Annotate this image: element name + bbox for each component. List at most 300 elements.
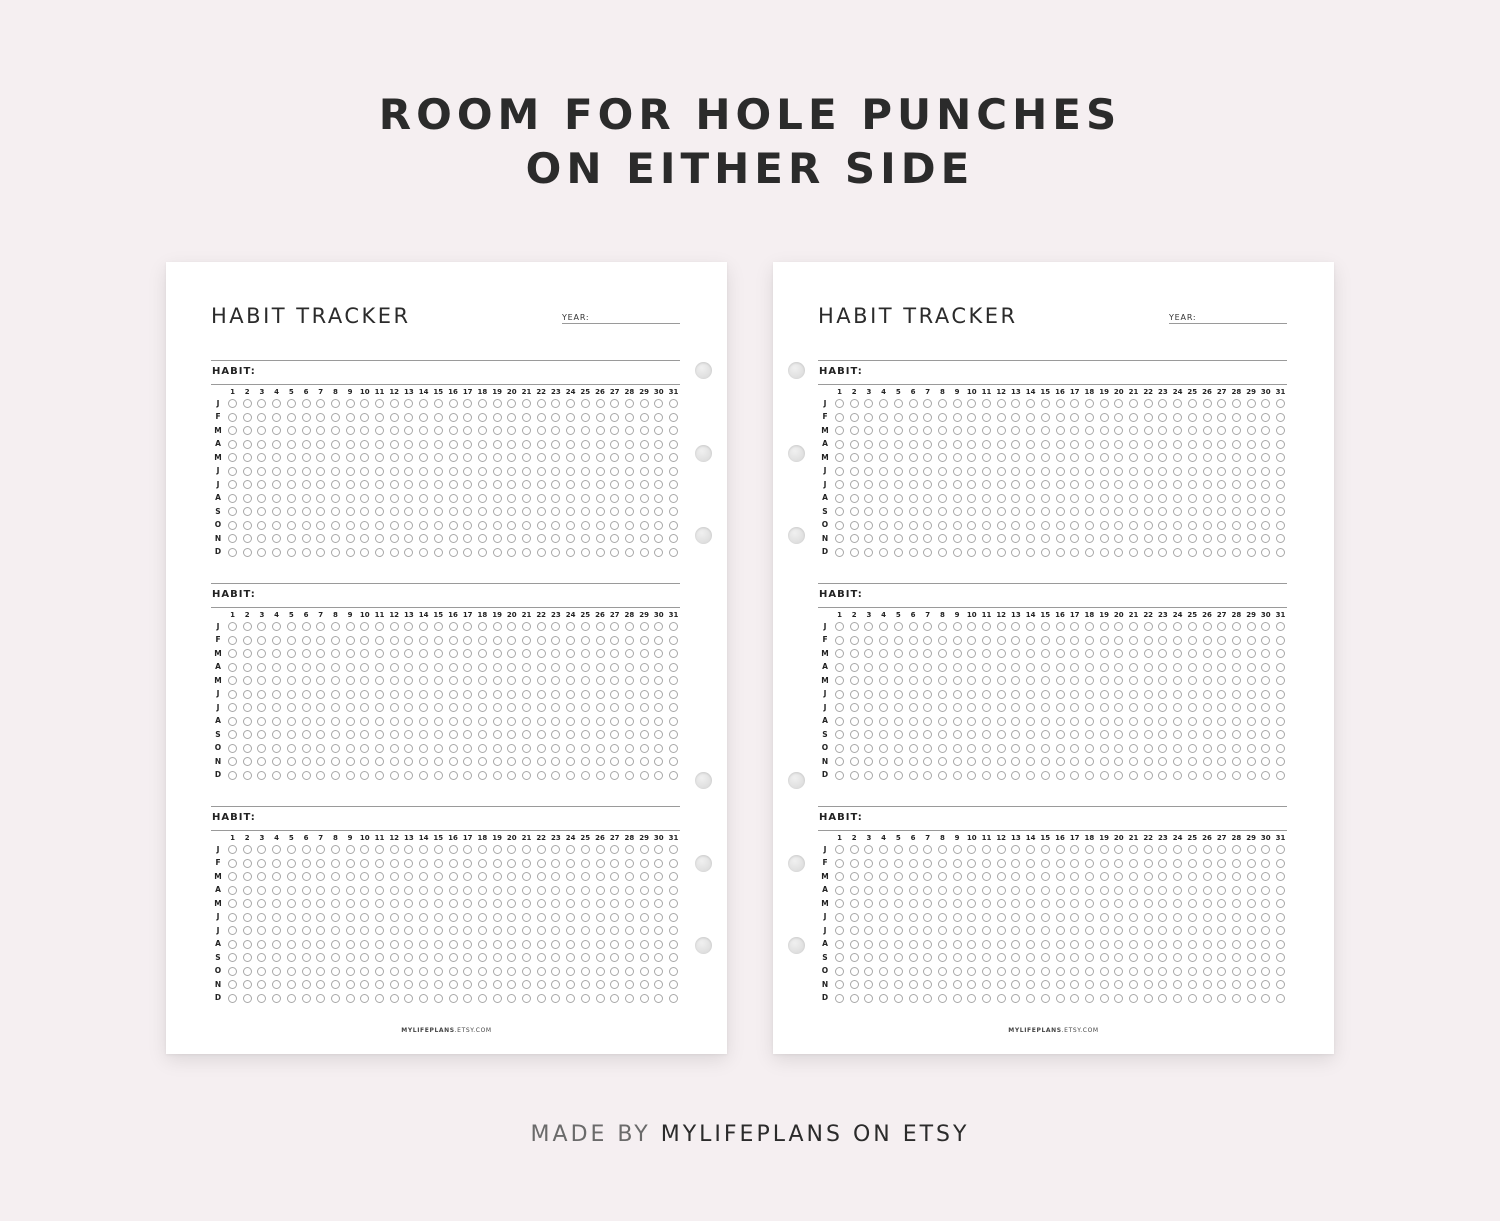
habit-day-checkbox[interactable] bbox=[581, 622, 590, 631]
habit-day-checkbox[interactable] bbox=[1085, 703, 1094, 712]
habit-day-checkbox[interactable] bbox=[1011, 548, 1020, 557]
habit-day-checkbox[interactable] bbox=[375, 730, 384, 739]
habit-day-checkbox[interactable] bbox=[982, 467, 991, 476]
habit-day-checkbox[interactable] bbox=[1261, 507, 1270, 516]
habit-day-checkbox[interactable] bbox=[537, 913, 546, 922]
habit-day-checkbox[interactable] bbox=[894, 940, 903, 949]
habit-day-checkbox[interactable] bbox=[1011, 994, 1020, 1003]
habit-day-checkbox[interactable] bbox=[850, 676, 859, 685]
habit-day-checkbox[interactable] bbox=[316, 507, 325, 516]
habit-day-checkbox[interactable] bbox=[478, 872, 487, 881]
habit-day-checkbox[interactable] bbox=[923, 845, 932, 854]
habit-day-checkbox[interactable] bbox=[537, 521, 546, 530]
habit-day-checkbox[interactable] bbox=[404, 845, 413, 854]
habit-day-checkbox[interactable] bbox=[360, 859, 369, 868]
habit-day-checkbox[interactable] bbox=[1261, 980, 1270, 989]
habit-day-checkbox[interactable] bbox=[302, 534, 311, 543]
habit-day-checkbox[interactable] bbox=[894, 994, 903, 1003]
habit-day-checkbox[interactable] bbox=[864, 744, 873, 753]
habit-day-checkbox[interactable] bbox=[346, 744, 355, 753]
habit-day-checkbox[interactable] bbox=[654, 690, 663, 699]
habit-day-checkbox[interactable] bbox=[478, 757, 487, 766]
habit-day-checkbox[interactable] bbox=[522, 622, 531, 631]
habit-day-checkbox[interactable] bbox=[835, 399, 844, 408]
habit-day-checkbox[interactable] bbox=[404, 926, 413, 935]
habit-day-checkbox[interactable] bbox=[228, 507, 237, 516]
habit-day-checkbox[interactable] bbox=[463, 980, 472, 989]
habit-day-checkbox[interactable] bbox=[923, 926, 932, 935]
habit-day-checkbox[interactable] bbox=[1026, 859, 1035, 868]
habit-day-checkbox[interactable] bbox=[507, 690, 516, 699]
habit-day-checkbox[interactable] bbox=[463, 913, 472, 922]
habit-day-checkbox[interactable] bbox=[1217, 872, 1226, 881]
habit-day-checkbox[interactable] bbox=[640, 845, 649, 854]
habit-day-checkbox[interactable] bbox=[507, 967, 516, 976]
habit-day-checkbox[interactable] bbox=[404, 548, 413, 557]
habit-day-checkbox[interactable] bbox=[923, 757, 932, 766]
habit-day-checkbox[interactable] bbox=[228, 845, 237, 854]
habit-day-checkbox[interactable] bbox=[551, 548, 560, 557]
habit-day-checkbox[interactable] bbox=[478, 534, 487, 543]
habit-day-checkbox[interactable] bbox=[894, 480, 903, 489]
habit-day-checkbox[interactable] bbox=[1276, 548, 1285, 557]
habit-day-checkbox[interactable] bbox=[316, 967, 325, 976]
habit-day-checkbox[interactable] bbox=[1261, 636, 1270, 645]
habit-day-checkbox[interactable] bbox=[923, 872, 932, 881]
habit-day-checkbox[interactable] bbox=[1173, 480, 1182, 489]
habit-day-checkbox[interactable] bbox=[625, 426, 634, 435]
habit-day-checkbox[interactable] bbox=[1129, 690, 1138, 699]
habit-day-checkbox[interactable] bbox=[434, 507, 443, 516]
habit-day-checkbox[interactable] bbox=[478, 771, 487, 780]
habit-day-checkbox[interactable] bbox=[625, 440, 634, 449]
habit-day-checkbox[interactable] bbox=[654, 899, 663, 908]
habit-day-checkbox[interactable] bbox=[1173, 622, 1182, 631]
habit-day-checkbox[interactable] bbox=[1056, 953, 1065, 962]
habit-day-checkbox[interactable] bbox=[982, 717, 991, 726]
habit-day-checkbox[interactable] bbox=[835, 467, 844, 476]
habit-day-checkbox[interactable] bbox=[537, 507, 546, 516]
habit-day-checkbox[interactable] bbox=[1217, 534, 1226, 543]
habit-day-checkbox[interactable] bbox=[1276, 663, 1285, 672]
habit-day-checkbox[interactable] bbox=[493, 494, 502, 503]
habit-day-checkbox[interactable] bbox=[537, 534, 546, 543]
habit-day-checkbox[interactable] bbox=[654, 480, 663, 489]
habit-day-checkbox[interactable] bbox=[1173, 913, 1182, 922]
habit-day-checkbox[interactable] bbox=[1232, 413, 1241, 422]
habit-day-checkbox[interactable] bbox=[272, 940, 281, 949]
habit-day-checkbox[interactable] bbox=[287, 676, 296, 685]
habit-day-checkbox[interactable] bbox=[1188, 717, 1197, 726]
habit-day-checkbox[interactable] bbox=[331, 703, 340, 712]
habit-day-checkbox[interactable] bbox=[375, 744, 384, 753]
habit-day-checkbox[interactable] bbox=[1026, 690, 1035, 699]
habit-day-checkbox[interactable] bbox=[375, 413, 384, 422]
habit-day-checkbox[interactable] bbox=[997, 859, 1006, 868]
habit-day-checkbox[interactable] bbox=[390, 730, 399, 739]
habit-day-checkbox[interactable] bbox=[581, 757, 590, 766]
habit-day-checkbox[interactable] bbox=[478, 636, 487, 645]
habit-day-checkbox[interactable] bbox=[272, 703, 281, 712]
habit-day-checkbox[interactable] bbox=[1129, 913, 1138, 922]
habit-day-checkbox[interactable] bbox=[507, 886, 516, 895]
habit-day-checkbox[interactable] bbox=[835, 507, 844, 516]
habit-day-checkbox[interactable] bbox=[640, 426, 649, 435]
habit-day-checkbox[interactable] bbox=[1085, 926, 1094, 935]
habit-day-checkbox[interactable] bbox=[551, 521, 560, 530]
habit-day-checkbox[interactable] bbox=[879, 507, 888, 516]
habit-day-checkbox[interactable] bbox=[1011, 690, 1020, 699]
habit-day-checkbox[interactable] bbox=[522, 507, 531, 516]
habit-day-checkbox[interactable] bbox=[522, 534, 531, 543]
habit-day-checkbox[interactable] bbox=[1261, 690, 1270, 699]
habit-day-checkbox[interactable] bbox=[1070, 426, 1079, 435]
habit-day-checkbox[interactable] bbox=[522, 744, 531, 753]
habit-day-checkbox[interactable] bbox=[864, 413, 873, 422]
habit-day-checkbox[interactable] bbox=[923, 980, 932, 989]
habit-day-checkbox[interactable] bbox=[909, 859, 918, 868]
habit-day-checkbox[interactable] bbox=[1085, 953, 1094, 962]
habit-day-checkbox[interactable] bbox=[522, 845, 531, 854]
habit-name-line[interactable] bbox=[818, 384, 1287, 385]
habit-day-checkbox[interactable] bbox=[1232, 636, 1241, 645]
habit-day-checkbox[interactable] bbox=[850, 872, 859, 881]
habit-day-checkbox[interactable] bbox=[1173, 663, 1182, 672]
habit-day-checkbox[interactable] bbox=[1158, 399, 1167, 408]
habit-day-checkbox[interactable] bbox=[346, 859, 355, 868]
habit-day-checkbox[interactable] bbox=[360, 636, 369, 645]
habit-day-checkbox[interactable] bbox=[316, 649, 325, 658]
habit-day-checkbox[interactable] bbox=[566, 703, 575, 712]
habit-day-checkbox[interactable] bbox=[997, 980, 1006, 989]
habit-day-checkbox[interactable] bbox=[967, 548, 976, 557]
habit-day-checkbox[interactable] bbox=[894, 649, 903, 658]
habit-day-checkbox[interactable] bbox=[1114, 453, 1123, 462]
habit-day-checkbox[interactable] bbox=[375, 453, 384, 462]
habit-day-checkbox[interactable] bbox=[1217, 467, 1226, 476]
habit-day-checkbox[interactable] bbox=[1247, 980, 1256, 989]
habit-day-checkbox[interactable] bbox=[287, 480, 296, 489]
habit-day-checkbox[interactable] bbox=[419, 703, 428, 712]
habit-day-checkbox[interactable] bbox=[1085, 744, 1094, 753]
habit-day-checkbox[interactable] bbox=[272, 399, 281, 408]
habit-day-checkbox[interactable] bbox=[596, 926, 605, 935]
habit-day-checkbox[interactable] bbox=[434, 771, 443, 780]
habit-day-checkbox[interactable] bbox=[243, 494, 252, 503]
habit-day-checkbox[interactable] bbox=[566, 757, 575, 766]
habit-day-checkbox[interactable] bbox=[953, 980, 962, 989]
habit-day-checkbox[interactable] bbox=[1203, 399, 1212, 408]
habit-day-checkbox[interactable] bbox=[894, 899, 903, 908]
habit-day-checkbox[interactable] bbox=[375, 926, 384, 935]
habit-day-checkbox[interactable] bbox=[1011, 899, 1020, 908]
habit-day-checkbox[interactable] bbox=[835, 453, 844, 462]
habit-day-checkbox[interactable] bbox=[879, 771, 888, 780]
habit-day-checkbox[interactable] bbox=[1217, 426, 1226, 435]
habit-day-checkbox[interactable] bbox=[654, 703, 663, 712]
habit-day-checkbox[interactable] bbox=[302, 744, 311, 753]
habit-day-checkbox[interactable] bbox=[551, 872, 560, 881]
habit-day-checkbox[interactable] bbox=[640, 926, 649, 935]
habit-day-checkbox[interactable] bbox=[449, 967, 458, 976]
habit-day-checkbox[interactable] bbox=[507, 636, 516, 645]
habit-day-checkbox[interactable] bbox=[316, 913, 325, 922]
habit-day-checkbox[interactable] bbox=[938, 771, 947, 780]
habit-day-checkbox[interactable] bbox=[1276, 467, 1285, 476]
habit-day-checkbox[interactable] bbox=[360, 886, 369, 895]
habit-day-checkbox[interactable] bbox=[581, 940, 590, 949]
habit-day-checkbox[interactable] bbox=[1247, 399, 1256, 408]
habit-day-checkbox[interactable] bbox=[287, 845, 296, 854]
habit-day-checkbox[interactable] bbox=[1129, 717, 1138, 726]
habit-day-checkbox[interactable] bbox=[287, 967, 296, 976]
habit-day-checkbox[interactable] bbox=[390, 413, 399, 422]
habit-day-checkbox[interactable] bbox=[287, 953, 296, 962]
habit-day-checkbox[interactable] bbox=[419, 649, 428, 658]
habit-day-checkbox[interactable] bbox=[287, 744, 296, 753]
habit-day-checkbox[interactable] bbox=[625, 717, 634, 726]
habit-day-checkbox[interactable] bbox=[864, 548, 873, 557]
habit-day-checkbox[interactable] bbox=[1173, 413, 1182, 422]
habit-day-checkbox[interactable] bbox=[463, 426, 472, 435]
habit-day-checkbox[interactable] bbox=[1232, 663, 1241, 672]
habit-day-checkbox[interactable] bbox=[302, 771, 311, 780]
habit-day-checkbox[interactable] bbox=[1041, 757, 1050, 766]
habit-day-checkbox[interactable] bbox=[1232, 872, 1241, 881]
habit-day-checkbox[interactable] bbox=[272, 845, 281, 854]
habit-day-checkbox[interactable] bbox=[953, 703, 962, 712]
habit-day-checkbox[interactable] bbox=[1261, 913, 1270, 922]
habit-day-checkbox[interactable] bbox=[331, 467, 340, 476]
habit-day-checkbox[interactable] bbox=[1203, 913, 1212, 922]
habit-day-checkbox[interactable] bbox=[596, 913, 605, 922]
habit-day-checkbox[interactable] bbox=[316, 994, 325, 1003]
habit-day-checkbox[interactable] bbox=[953, 872, 962, 881]
habit-day-checkbox[interactable] bbox=[257, 467, 266, 476]
habit-day-checkbox[interactable] bbox=[316, 636, 325, 645]
habit-day-checkbox[interactable] bbox=[1056, 886, 1065, 895]
habit-day-checkbox[interactable] bbox=[390, 859, 399, 868]
habit-day-checkbox[interactable] bbox=[850, 730, 859, 739]
habit-day-checkbox[interactable] bbox=[316, 744, 325, 753]
habit-day-checkbox[interactable] bbox=[1217, 899, 1226, 908]
habit-day-checkbox[interactable] bbox=[419, 413, 428, 422]
habit-day-checkbox[interactable] bbox=[1247, 845, 1256, 854]
habit-day-checkbox[interactable] bbox=[1026, 730, 1035, 739]
habit-day-checkbox[interactable] bbox=[228, 717, 237, 726]
habit-day-checkbox[interactable] bbox=[1056, 480, 1065, 489]
habit-day-checkbox[interactable] bbox=[1188, 399, 1197, 408]
habit-day-checkbox[interactable] bbox=[302, 845, 311, 854]
habit-day-checkbox[interactable] bbox=[938, 994, 947, 1003]
habit-day-checkbox[interactable] bbox=[923, 480, 932, 489]
habit-day-checkbox[interactable] bbox=[835, 771, 844, 780]
habit-day-checkbox[interactable] bbox=[434, 413, 443, 422]
habit-day-checkbox[interactable] bbox=[1232, 676, 1241, 685]
habit-day-checkbox[interactable] bbox=[1085, 622, 1094, 631]
habit-day-checkbox[interactable] bbox=[1144, 494, 1153, 503]
habit-day-checkbox[interactable] bbox=[522, 663, 531, 672]
habit-day-checkbox[interactable] bbox=[1276, 859, 1285, 868]
habit-day-checkbox[interactable] bbox=[938, 717, 947, 726]
habit-day-checkbox[interactable] bbox=[243, 453, 252, 462]
habit-day-checkbox[interactable] bbox=[850, 859, 859, 868]
habit-day-checkbox[interactable] bbox=[967, 507, 976, 516]
habit-day-checkbox[interactable] bbox=[850, 744, 859, 753]
habit-day-checkbox[interactable] bbox=[953, 494, 962, 503]
habit-day-checkbox[interactable] bbox=[419, 663, 428, 672]
habit-day-checkbox[interactable] bbox=[1261, 622, 1270, 631]
habit-day-checkbox[interactable] bbox=[566, 771, 575, 780]
habit-day-checkbox[interactable] bbox=[346, 413, 355, 422]
habit-day-checkbox[interactable] bbox=[1129, 521, 1138, 530]
habit-day-checkbox[interactable] bbox=[596, 967, 605, 976]
habit-day-checkbox[interactable] bbox=[581, 399, 590, 408]
habit-day-checkbox[interactable] bbox=[1158, 690, 1167, 699]
habit-day-checkbox[interactable] bbox=[360, 845, 369, 854]
habit-day-checkbox[interactable] bbox=[625, 690, 634, 699]
habit-day-checkbox[interactable] bbox=[1217, 730, 1226, 739]
habit-day-checkbox[interactable] bbox=[654, 676, 663, 685]
habit-day-checkbox[interactable] bbox=[1232, 480, 1241, 489]
habit-day-checkbox[interactable] bbox=[1100, 413, 1109, 422]
habit-day-checkbox[interactable] bbox=[463, 771, 472, 780]
habit-day-checkbox[interactable] bbox=[390, 899, 399, 908]
habit-day-checkbox[interactable] bbox=[1129, 649, 1138, 658]
habit-day-checkbox[interactable] bbox=[654, 953, 663, 962]
habit-day-checkbox[interactable] bbox=[1011, 730, 1020, 739]
habit-day-checkbox[interactable] bbox=[404, 649, 413, 658]
habit-day-checkbox[interactable] bbox=[1070, 467, 1079, 476]
habit-day-checkbox[interactable] bbox=[596, 676, 605, 685]
habit-day-checkbox[interactable] bbox=[835, 649, 844, 658]
habit-day-checkbox[interactable] bbox=[566, 676, 575, 685]
habit-day-checkbox[interactable] bbox=[1129, 426, 1138, 435]
habit-day-checkbox[interactable] bbox=[1041, 399, 1050, 408]
habit-day-checkbox[interactable] bbox=[1026, 899, 1035, 908]
habit-day-checkbox[interactable] bbox=[1188, 913, 1197, 922]
habit-day-checkbox[interactable] bbox=[1158, 453, 1167, 462]
habit-day-checkbox[interactable] bbox=[419, 899, 428, 908]
habit-day-checkbox[interactable] bbox=[316, 467, 325, 476]
habit-day-checkbox[interactable] bbox=[923, 717, 932, 726]
habit-day-checkbox[interactable] bbox=[938, 548, 947, 557]
habit-day-checkbox[interactable] bbox=[551, 676, 560, 685]
habit-day-checkbox[interactable] bbox=[1026, 717, 1035, 726]
habit-day-checkbox[interactable] bbox=[1011, 926, 1020, 935]
habit-day-checkbox[interactable] bbox=[566, 913, 575, 922]
habit-day-checkbox[interactable] bbox=[1114, 717, 1123, 726]
habit-day-checkbox[interactable] bbox=[1011, 744, 1020, 753]
habit-day-checkbox[interactable] bbox=[581, 980, 590, 989]
habit-day-checkbox[interactable] bbox=[404, 967, 413, 976]
habit-day-checkbox[interactable] bbox=[1261, 845, 1270, 854]
habit-day-checkbox[interactable] bbox=[551, 636, 560, 645]
habit-day-checkbox[interactable] bbox=[1026, 967, 1035, 976]
habit-day-checkbox[interactable] bbox=[967, 440, 976, 449]
habit-day-checkbox[interactable] bbox=[640, 953, 649, 962]
habit-day-checkbox[interactable] bbox=[404, 744, 413, 753]
habit-day-checkbox[interactable] bbox=[272, 953, 281, 962]
habit-day-checkbox[interactable] bbox=[596, 534, 605, 543]
habit-day-checkbox[interactable] bbox=[1173, 521, 1182, 530]
habit-day-checkbox[interactable] bbox=[1247, 413, 1256, 422]
habit-day-checkbox[interactable] bbox=[1144, 507, 1153, 516]
habit-day-checkbox[interactable] bbox=[419, 494, 428, 503]
habit-day-checkbox[interactable] bbox=[1026, 757, 1035, 766]
habit-day-checkbox[interactable] bbox=[982, 622, 991, 631]
habit-day-checkbox[interactable] bbox=[478, 676, 487, 685]
habit-day-checkbox[interactable] bbox=[1144, 399, 1153, 408]
habit-day-checkbox[interactable] bbox=[390, 467, 399, 476]
habit-day-checkbox[interactable] bbox=[1203, 771, 1212, 780]
habit-day-checkbox[interactable] bbox=[493, 426, 502, 435]
habit-day-checkbox[interactable] bbox=[654, 757, 663, 766]
habit-day-checkbox[interactable] bbox=[522, 494, 531, 503]
habit-day-checkbox[interactable] bbox=[835, 744, 844, 753]
habit-day-checkbox[interactable] bbox=[1026, 771, 1035, 780]
habit-day-checkbox[interactable] bbox=[1129, 507, 1138, 516]
habit-day-checkbox[interactable] bbox=[375, 913, 384, 922]
habit-day-checkbox[interactable] bbox=[864, 926, 873, 935]
habit-day-checkbox[interactable] bbox=[522, 913, 531, 922]
habit-day-checkbox[interactable] bbox=[537, 467, 546, 476]
habit-day-checkbox[interactable] bbox=[302, 953, 311, 962]
habit-day-checkbox[interactable] bbox=[1100, 859, 1109, 868]
habit-day-checkbox[interactable] bbox=[1247, 480, 1256, 489]
habit-day-checkbox[interactable] bbox=[537, 649, 546, 658]
habit-day-checkbox[interactable] bbox=[1247, 548, 1256, 557]
habit-day-checkbox[interactable] bbox=[1056, 453, 1065, 462]
habit-day-checkbox[interactable] bbox=[938, 926, 947, 935]
habit-day-checkbox[interactable] bbox=[302, 926, 311, 935]
habit-day-checkbox[interactable] bbox=[1261, 494, 1270, 503]
habit-day-checkbox[interactable] bbox=[864, 676, 873, 685]
habit-day-checkbox[interactable] bbox=[522, 926, 531, 935]
habit-day-checkbox[interactable] bbox=[287, 859, 296, 868]
habit-day-checkbox[interactable] bbox=[997, 399, 1006, 408]
habit-day-checkbox[interactable] bbox=[953, 717, 962, 726]
habit-day-checkbox[interactable] bbox=[640, 399, 649, 408]
habit-day-checkbox[interactable] bbox=[1173, 507, 1182, 516]
habit-day-checkbox[interactable] bbox=[669, 426, 678, 435]
habit-day-checkbox[interactable] bbox=[997, 886, 1006, 895]
habit-day-checkbox[interactable] bbox=[1114, 859, 1123, 868]
habit-day-checkbox[interactable] bbox=[1173, 899, 1182, 908]
habit-day-checkbox[interactable] bbox=[1203, 690, 1212, 699]
habit-day-checkbox[interactable] bbox=[1070, 453, 1079, 462]
habit-day-checkbox[interactable] bbox=[1188, 690, 1197, 699]
habit-day-checkbox[interactable] bbox=[669, 899, 678, 908]
habit-day-checkbox[interactable] bbox=[493, 730, 502, 739]
habit-day-checkbox[interactable] bbox=[463, 399, 472, 408]
habit-day-checkbox[interactable] bbox=[375, 967, 384, 976]
habit-day-checkbox[interactable] bbox=[1056, 717, 1065, 726]
habit-day-checkbox[interactable] bbox=[1261, 771, 1270, 780]
habit-day-checkbox[interactable] bbox=[1041, 744, 1050, 753]
habit-day-checkbox[interactable] bbox=[316, 663, 325, 672]
habit-day-checkbox[interactable] bbox=[1261, 872, 1270, 881]
habit-day-checkbox[interactable] bbox=[507, 622, 516, 631]
habit-day-checkbox[interactable] bbox=[419, 845, 428, 854]
habit-day-checkbox[interactable] bbox=[909, 467, 918, 476]
habit-day-checkbox[interactable] bbox=[302, 453, 311, 462]
habit-day-checkbox[interactable] bbox=[997, 899, 1006, 908]
habit-day-checkbox[interactable] bbox=[909, 913, 918, 922]
habit-day-checkbox[interactable] bbox=[507, 440, 516, 449]
habit-day-checkbox[interactable] bbox=[1188, 507, 1197, 516]
habit-day-checkbox[interactable] bbox=[1276, 507, 1285, 516]
